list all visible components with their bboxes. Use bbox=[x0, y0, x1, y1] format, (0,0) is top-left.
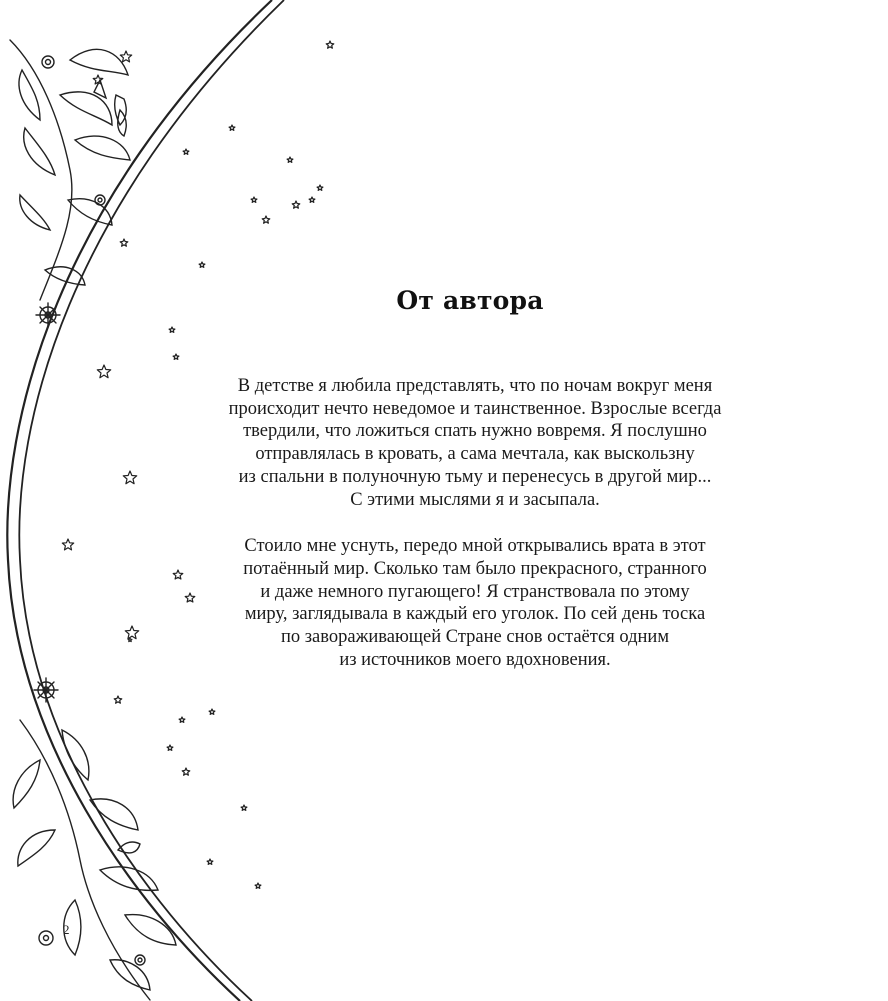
star-icon bbox=[229, 125, 235, 130]
page-title: От автора bbox=[396, 286, 544, 315]
floral-ornament-bottom bbox=[13, 678, 176, 1000]
star-icon bbox=[309, 197, 315, 202]
text-line: твердили, что ложиться спать нужно вовремя. Я послушно bbox=[243, 421, 707, 442]
star-icon bbox=[209, 709, 215, 714]
star-icon bbox=[182, 768, 190, 775]
text-line: миру, заглядывала в каждый его уголок. По сей день тоска bbox=[244, 604, 706, 625]
star-icon bbox=[62, 539, 73, 550]
star-icon bbox=[179, 717, 185, 722]
star-icon bbox=[207, 859, 213, 864]
star-icon bbox=[326, 41, 334, 48]
star-icon bbox=[120, 51, 131, 62]
star-icon bbox=[97, 365, 110, 378]
star-icon bbox=[255, 883, 261, 888]
text-line: потаённый мир. Сколько там было прекрасного, странного bbox=[243, 558, 707, 579]
page-number: 2 bbox=[63, 922, 70, 937]
star-icon bbox=[125, 626, 138, 639]
star-icon bbox=[114, 696, 122, 703]
text-line: Стоило мне уснуть, передо мной открывались врата в этот bbox=[244, 536, 706, 557]
star-icon bbox=[199, 262, 205, 267]
star-icon bbox=[317, 185, 323, 190]
star-icon bbox=[251, 197, 257, 202]
star-icon bbox=[287, 157, 293, 162]
paragraph bbox=[185, 535, 765, 671]
text-line: по завораживающей Стране снов остаётся одним bbox=[280, 627, 670, 648]
text-line: С этими мыслями я и засыпала. bbox=[350, 489, 600, 510]
star-icon bbox=[173, 354, 179, 359]
paragraph bbox=[185, 375, 765, 511]
star-icon bbox=[169, 327, 175, 332]
star-icon bbox=[292, 201, 300, 208]
floral-ornament-top bbox=[10, 40, 130, 327]
star-icon bbox=[120, 239, 128, 246]
star-icon bbox=[123, 471, 136, 484]
star-icon bbox=[183, 149, 189, 154]
star-icon bbox=[173, 570, 183, 579]
star-icon bbox=[241, 805, 247, 810]
text-line: происходит нечто неведомое и таинственное. Взрослые всегда bbox=[228, 398, 722, 419]
star-icon bbox=[167, 745, 173, 750]
text-line: из источников моего вдохновения. bbox=[339, 649, 611, 670]
text-line: из спальни в полуночную тьму и перенесусь в другой мир... bbox=[238, 466, 712, 487]
text-line: В детстве я любила представлять, что по ночам вокруг меня bbox=[237, 376, 713, 396]
body-text bbox=[185, 375, 765, 671]
text-line: отправлялась в кровать, а сама мечтала, как выскользну bbox=[255, 444, 695, 465]
star-icon bbox=[262, 216, 270, 223]
text-line: и даже немного пугающего! Я странствовала по этому bbox=[260, 581, 690, 602]
